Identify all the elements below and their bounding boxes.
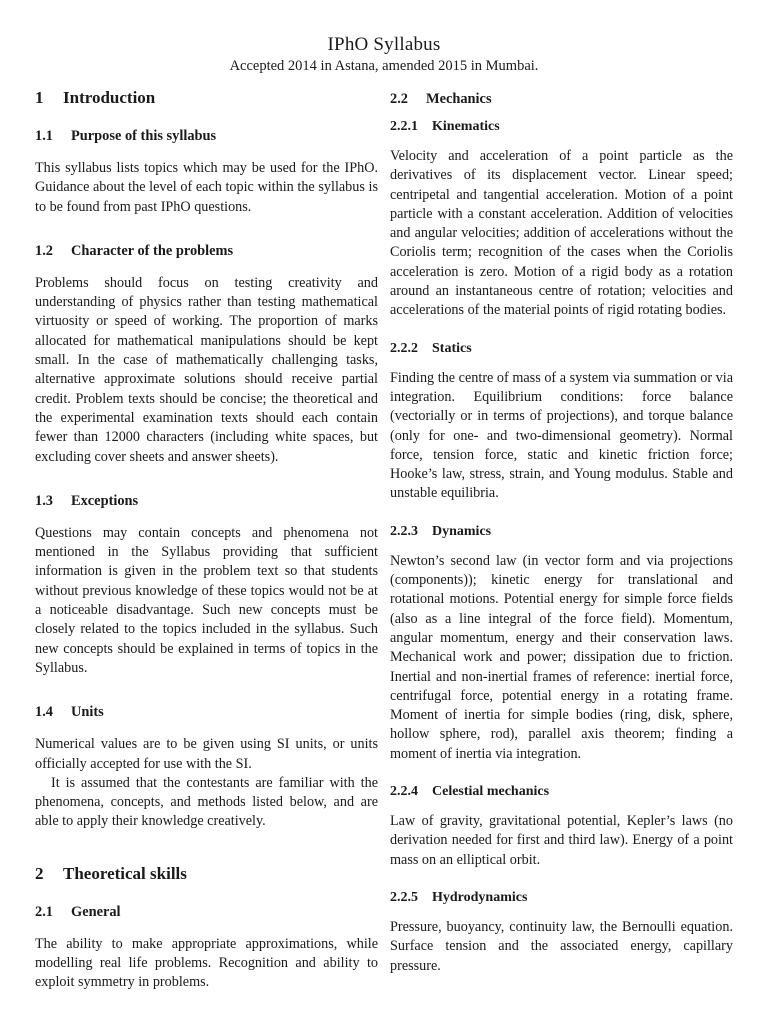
subsection-heading-mechanics: 2.2 Mechanics bbox=[390, 91, 492, 107]
subsection-heading-exceptions: 1.3 Exceptions bbox=[35, 492, 139, 509]
paragraph-statics: Finding the centre of mass of a system via summation or via integration. Equilibrium conditions: force balance (vectorially or in terms of projections), and torque balance (only for one- and two-dimensional geometry). Normal force, tension force, static and kinetic friction force; Hooke’s law, stress, strain, and Young modulus. Stable and unstable equilibria. bbox=[390, 369, 733, 502]
document-subtitle: Accepted 2014 in Astana, amended 2015 in Mumbai. bbox=[229, 58, 539, 74]
subsubsection-heading-dynamics: 2.2.3 Dynamics bbox=[390, 523, 492, 539]
subsection-heading-purpose: 1.1 Purpose of this syllabus bbox=[35, 128, 217, 144]
right-column bbox=[390, 86, 733, 976]
section-heading-introduction: 1 Introduction bbox=[35, 88, 156, 107]
subsubsection-heading-statics: 2.2.2 Statics bbox=[390, 340, 472, 356]
paragraph-general: The ability to make appropriate approximations, while modelling real life problems. Recognition and ability to exploit symmetry in problems. bbox=[35, 935, 378, 991]
paragraph-celestial-mechanics: Law of gravity, gravitational potential, Kepler’s laws (no derivation needed for first and third law). Energy of a point mass on an elliptical orbit. bbox=[390, 813, 733, 868]
paragraph-kinematics: Velocity and acceleration of a point particle as the derivatives of its displacement vector. Linear speed; centripetal and tangential acceleration. Motion of a point particle with a constant acceleration. Addition of velocities and angular velocities; addition of accelerations without the Coriolis term; recognition of the cases when the Coriolis acceleration is zero. Motion of a rigid body as a rotation around an instantaneous centre of rotation; velocities and accelerations of the material points of rigid rotating bodies. bbox=[390, 148, 733, 319]
subsubsection-heading-celestial-mechanics: 2.2.4 Celestial mechanics bbox=[390, 784, 550, 800]
paragraph-units-assumption: It is assumed that the contestants are familiar with the phenomena, concepts, and methods listed below, and are able to apply their knowledge creatively. bbox=[35, 774, 378, 830]
paragraph-purpose: This syllabus lists topics which may be used for the IPhO. Guidance about the level of each topic within the syllabus is to be found from past IPhO questions. bbox=[35, 160, 378, 215]
paragraph-units: Numerical values are to be given using SI units, or units officially accepted for use with the SI. bbox=[35, 736, 378, 772]
subsection-heading-general: 2.1 General bbox=[35, 903, 121, 920]
paragraph-character: Problems should focus on testing creativity and understanding of physics rather than testing mathematical virtuosity or speed of working. The proportion of marks allocated for mathematical manipulations should be kept small. In the case of mathematically challenging tasks, alternative approximate solutions should receive partial credit. Problem texts should be concise; the theoretical and the experimental examination texts should each contain fewer than 12000 characters (including white spaces, but excluding cover sheets and answer sheets). bbox=[35, 274, 378, 465]
subsubsection-heading-kinematics: 2.2.1 Kinematics bbox=[390, 119, 500, 134]
subsection-heading-units: 1.4 Units bbox=[35, 704, 104, 721]
paragraph-dynamics: Newton’s second law (in vector form and via projections (components)); kinetic energy for translational and rotational motions. Potential energy for simple force fields (also as a line integral of the force field). Momentum, angular momentum, energy and their conservation laws. Mechanical work and power; dissipation due to friction. Inertial and non-inertial frames of reference: inertial force, centrifugal force, potential energy in a rotating frame. Moment of inertia for simple bodies (ring, disk, sphere, hollow sphere, rod), parallel axis theorem; finding a moment of inertia via integration. bbox=[390, 552, 733, 762]
paragraph-exceptions: Questions may contain concepts and phenomena not mentioned in the Syllabus providing that sufficient information is given in the problem text so that students without previous knowledge of these topics would not be at a noticeable disadvantage. Such new concepts must be closely related to the topics included in the syllabus. Such new concepts should be explained in terms of topics in the Syllabus. bbox=[35, 524, 378, 676]
document-title: IPhO Syllabus bbox=[327, 34, 441, 55]
left-column bbox=[35, 86, 378, 993]
paragraph-hydrodynamics: Pressure, buoyancy, continuity law, the Bernoulli equation. Surface tension and the associated energy, capillary pressure. bbox=[390, 918, 733, 974]
subsection-heading-character: 1.2 Character of the problems bbox=[35, 242, 234, 259]
section-heading-theoretical-skills: 2 Theoretical skills bbox=[35, 863, 187, 883]
subsubsection-heading-hydrodynamics: 2.2.5 Hydrodynamics bbox=[390, 889, 528, 905]
